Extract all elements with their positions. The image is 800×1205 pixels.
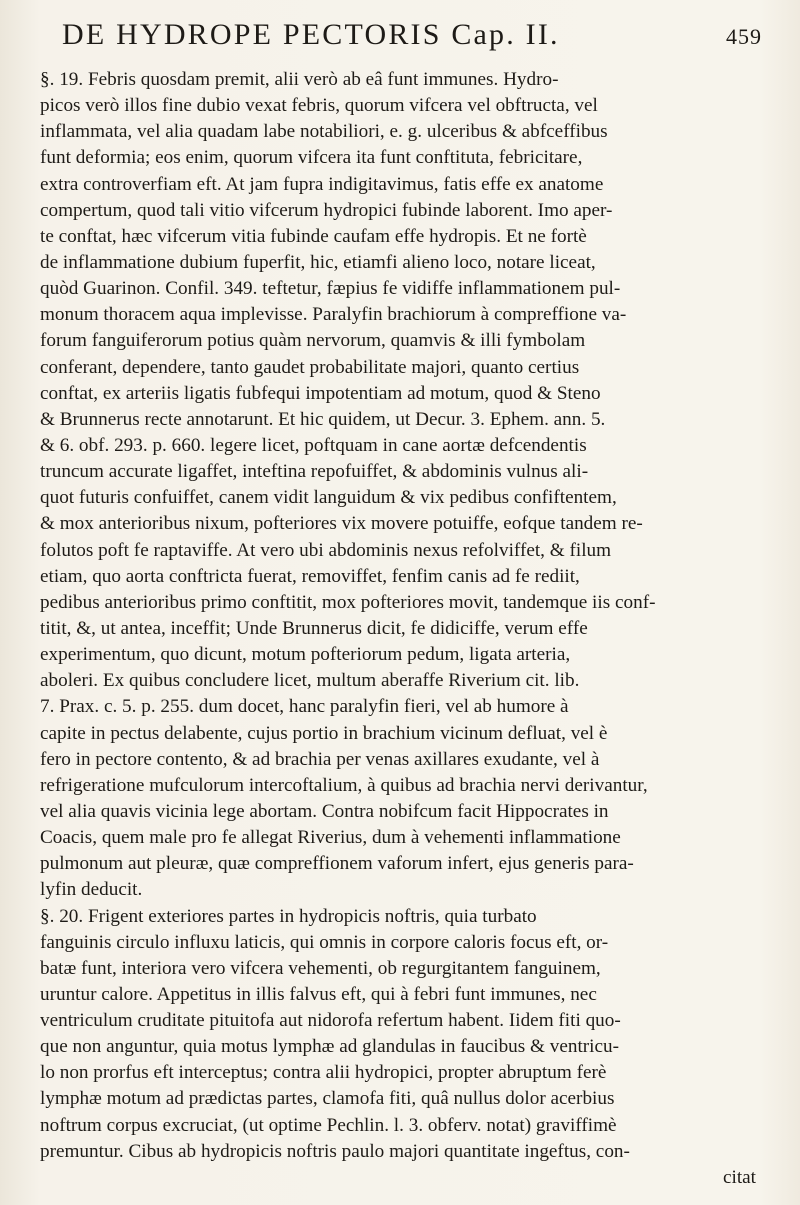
text-line: truncum accurate ligaffet, inteftina repofuiffet, & abdominis vulnus ali- (40, 461, 589, 483)
text-line: lymphæ motum ad prædictas partes, clamofa fiti, quâ nullus dolor acerbius (40, 1088, 615, 1110)
text-line: picos verò illos fine dubio vexat febris, quorum vifcera vel obftructa, vel (40, 95, 598, 117)
text-line: uruntur calore. Appetitus in illis falvus eft, qui à febri funt immunes, nec (40, 983, 597, 1005)
text-line: capite in pectus delabente, cujus portio in brachium vicinum defluat, vel è (40, 722, 608, 744)
text-line: quot futuris confuiffet, canem vidit languidum & vix pedibus confiftentem, (40, 487, 617, 509)
text-line: & Brunnerus recte annotarunt. Et hic quidem, ut Decur. 3. Ephem. ann. 5. (40, 408, 606, 430)
text-line: etiam, quo aorta conftricta fuerat, removiffet, fenfim canis ad fe rediit, (40, 565, 580, 587)
text-line: funt deformia; eos enim, quorum vifcera ita funt conftituta, febricitare, (40, 147, 583, 169)
text-line: titit, &, ut antea, inceffit; Unde Brunnerus dicit, fe didiciffe, verum effe (40, 617, 588, 639)
text-line: batæ funt, interiora vero vifcera vehementi, ob regurgitantem fanguinem, (40, 957, 601, 979)
text-line: forum fanguiferorum potius quàm nervorum, quamvis & illi fymbolam (40, 330, 586, 352)
text-line: noftrum corpus excruciat, (ut optime Pechlin. l. 3. obferv. notat) graviffimè (40, 1114, 617, 1136)
text-line: pedibus anterioribus primo conftitit, mox pofteriores movit, tandemque iis conf- (40, 591, 656, 613)
text-line: te conftat, hæc vifcerum vitia fubinde caufam effe hydropis. Et ne fortè (40, 225, 587, 247)
running-title: DE HYDROPE PECTORIS Cap. II. (62, 18, 560, 51)
text-line: ventriculum cruditate pituitofa aut nidorofa refertum habent. Iidem fiti quo- (40, 1010, 621, 1032)
text-line: §. 20. Frigent exteriores partes in hydropicis noftris, quia turbato (40, 905, 537, 927)
text-line: §. 19. Febris quosdam premit, alii verò ab eâ funt immunes. Hydro- (40, 69, 559, 90)
text-line: que non anguntur, quia motus lymphæ ad glandulas in faucibus & ventricu- (40, 1036, 620, 1058)
text-line: premuntur. Cibus ab hydropicis noftris paulo majori quantitate ingeftus, con- (40, 1140, 630, 1162)
text-line: & mox anterioribus nixum, pofteriores vix movere potuiffe, eofque tandem re- (40, 513, 643, 535)
text-line: 7. Prax. c. 5. p. 255. dum docet, hanc paralyfin fieri, vel ab humore à (40, 696, 569, 718)
text-line: pulmonum aut pleuræ, quæ compreffionem vaforum infert, ejus generis para- (40, 853, 634, 875)
text-line: lyfin deducit. (40, 879, 143, 901)
text-line: inflammata, vel alia quadam labe notabiliori, e. g. ulceribus & abfceffibus (40, 121, 608, 143)
text-line: fero in pectore contento, & ad brachia per venas axillares exudante, vel à (40, 748, 600, 770)
text-line: lo non prorfus eft interceptus; contra alii hydropici, propter abruptum ferè (40, 1062, 607, 1084)
text-line: aboleri. Ex quibus concludere licet, multum aberaffe Riverium cit. lib. (40, 670, 580, 692)
catchword: citat (722, 1166, 756, 1188)
text-line: experimentum, quo dicunt, motum pofteriorum pedum, ligata arteria, (40, 644, 571, 666)
text-line: conftat, ex arteriis ligatis fubfequi impotentiam ad motum, quod & Steno (40, 382, 601, 404)
text-line: compertum, quod tali vitio vifcerum hydropici fubinde laborent. Imo aper- (40, 199, 613, 221)
text-line: extra controverfiam eft. At jam fupra indigitavimus, fatis effe ex anatome (40, 173, 604, 195)
text-line: monum thoracem aqua implevisse. Paralyfin brachiorum à compreffione va- (40, 304, 627, 326)
text-line: Coacis, quem male pro fe allegat Riverius, dum à vehementi inflammatione (40, 827, 621, 849)
text-line: fanguinis circulo influxu laticis, qui omnis in corpore caloris focus eft, or- (40, 931, 609, 953)
page-header (62, 18, 762, 58)
text-line: de inflammatione dubium fuperfit, hic, etiamfi alieno loco, notare liceat, (40, 251, 596, 273)
body-text (40, 67, 792, 1191)
text-line: & 6. obf. 293. p. 660. legere licet, poftquam in cane aortæ defcendentis (40, 434, 587, 456)
page-number: 459 (726, 24, 762, 49)
text-line: quòd Guarinon. Confil. 349. teftetur, fæpius fe vidiffe inflammationem pul- (40, 278, 621, 300)
text-line: refrigeratione mufculorum intercoftalium, à quibus ad brachia nervi derivantur, (40, 774, 648, 796)
text-line: vel alia quavis vicinia lege abortam. Contra nobifcum facit Hippocrates in (40, 800, 609, 822)
text-line: folutos poft fe raptaviffe. At vero ubi abdominis nexus refolviffet, & filum (40, 539, 612, 561)
text-line: conferant, dependere, tanto gaudet probabilitate majori, quanto certius (40, 356, 580, 378)
